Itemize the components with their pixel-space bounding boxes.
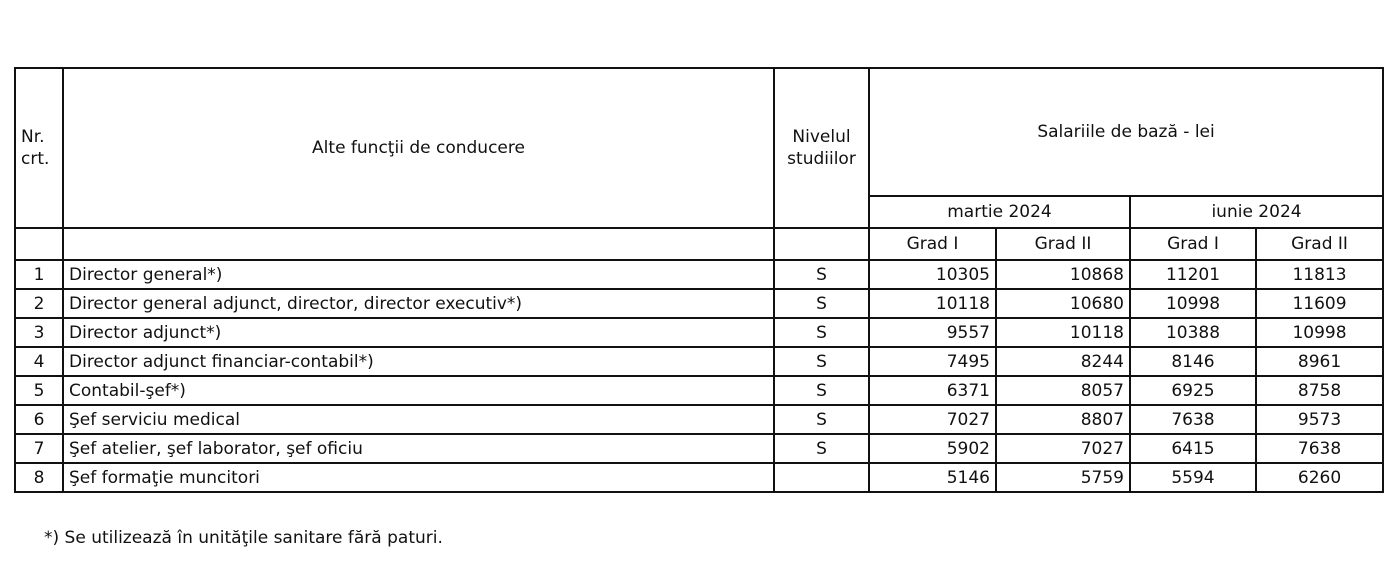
header-salarii: Salariile de bază - lei [869,68,1383,196]
table-row [15,434,1383,463]
cell-iunie-grad1: 5594 [1130,463,1256,492]
cell-martie-grad2: 7027 [996,434,1130,463]
header-empty-nr [15,228,63,260]
cell-nr: 5 [15,376,63,405]
cell-functie: Director adjunct financiar-contabil*) [63,347,774,376]
header-nivel: Nivelul studiilor [774,68,869,228]
cell-martie-grad1: 10118 [869,289,996,318]
header-grad2-iunie: Grad II [1256,228,1383,260]
cell-martie-grad2: 10868 [996,260,1130,289]
cell-iunie-grad2: 8758 [1256,376,1383,405]
cell-nr: 1 [15,260,63,289]
cell-martie-grad2: 5759 [996,463,1130,492]
cell-nivel: S [774,347,869,376]
cell-functie: Şef serviciu medical [63,405,774,434]
cell-nivel: S [774,434,869,463]
cell-nivel: S [774,405,869,434]
header-functie: Alte funcţii de conducere [63,68,774,228]
header-empty-nivel [774,228,869,260]
salary-table [14,67,1384,493]
header-grad2-martie: Grad II [996,228,1130,260]
cell-martie-grad1: 10305 [869,260,996,289]
cell-iunie-grad2: 6260 [1256,463,1383,492]
cell-iunie-grad2: 9573 [1256,405,1383,434]
cell-iunie-grad1: 6925 [1130,376,1256,405]
header-nr: Nr. crt. [15,68,63,228]
cell-iunie-grad2: 11609 [1256,289,1383,318]
cell-martie-grad1: 7027 [869,405,996,434]
cell-iunie-grad1: 7638 [1130,405,1256,434]
cell-martie-grad2: 10680 [996,289,1130,318]
cell-iunie-grad2: 8961 [1256,347,1383,376]
cell-iunie-grad2: 11813 [1256,260,1383,289]
cell-functie: Director general adjunct, director, director executiv*) [63,289,774,318]
table-row [15,347,1383,376]
cell-iunie-grad1: 10998 [1130,289,1256,318]
cell-martie-grad1: 5902 [869,434,996,463]
table-row [15,318,1383,347]
cell-nivel: S [774,289,869,318]
cell-martie-grad2: 8057 [996,376,1130,405]
cell-nivel [774,463,869,492]
cell-martie-grad1: 7495 [869,347,996,376]
cell-nr: 8 [15,463,63,492]
footnote: *) Se utilizează în unităţile sanitare fără paturi. [44,528,443,548]
cell-iunie-grad1: 11201 [1130,260,1256,289]
cell-nivel: S [774,260,869,289]
cell-martie-grad2: 10118 [996,318,1130,347]
cell-nr: 6 [15,405,63,434]
cell-martie-grad2: 8807 [996,405,1130,434]
cell-nr: 4 [15,347,63,376]
cell-functie: Şef formaţie muncitori [63,463,774,492]
table-row [15,405,1383,434]
header-period-martie: martie 2024 [869,196,1130,228]
cell-iunie-grad1: 10388 [1130,318,1256,347]
cell-functie: Director adjunct*) [63,318,774,347]
cell-functie: Contabil-şef*) [63,376,774,405]
table-row [15,289,1383,318]
cell-iunie-grad2: 7638 [1256,434,1383,463]
cell-martie-grad1: 5146 [869,463,996,492]
cell-functie: Director general*) [63,260,774,289]
cell-nr: 3 [15,318,63,347]
header-period-iunie: iunie 2024 [1130,196,1383,228]
cell-iunie-grad1: 6415 [1130,434,1256,463]
table-row [15,260,1383,289]
header-empty-functie [63,228,774,260]
cell-iunie-grad1: 8146 [1130,347,1256,376]
cell-nr: 7 [15,434,63,463]
cell-martie-grad1: 9557 [869,318,996,347]
cell-iunie-grad2: 10998 [1256,318,1383,347]
header-grad1-martie: Grad I [869,228,996,260]
cell-martie-grad2: 8244 [996,347,1130,376]
table-row [15,463,1383,492]
cell-nivel: S [774,318,869,347]
cell-martie-grad1: 6371 [869,376,996,405]
header-grad1-iunie: Grad I [1130,228,1256,260]
cell-nr: 2 [15,289,63,318]
cell-functie: Şef atelier, şef laborator, şef oficiu [63,434,774,463]
cell-nivel: S [774,376,869,405]
table-row [15,376,1383,405]
